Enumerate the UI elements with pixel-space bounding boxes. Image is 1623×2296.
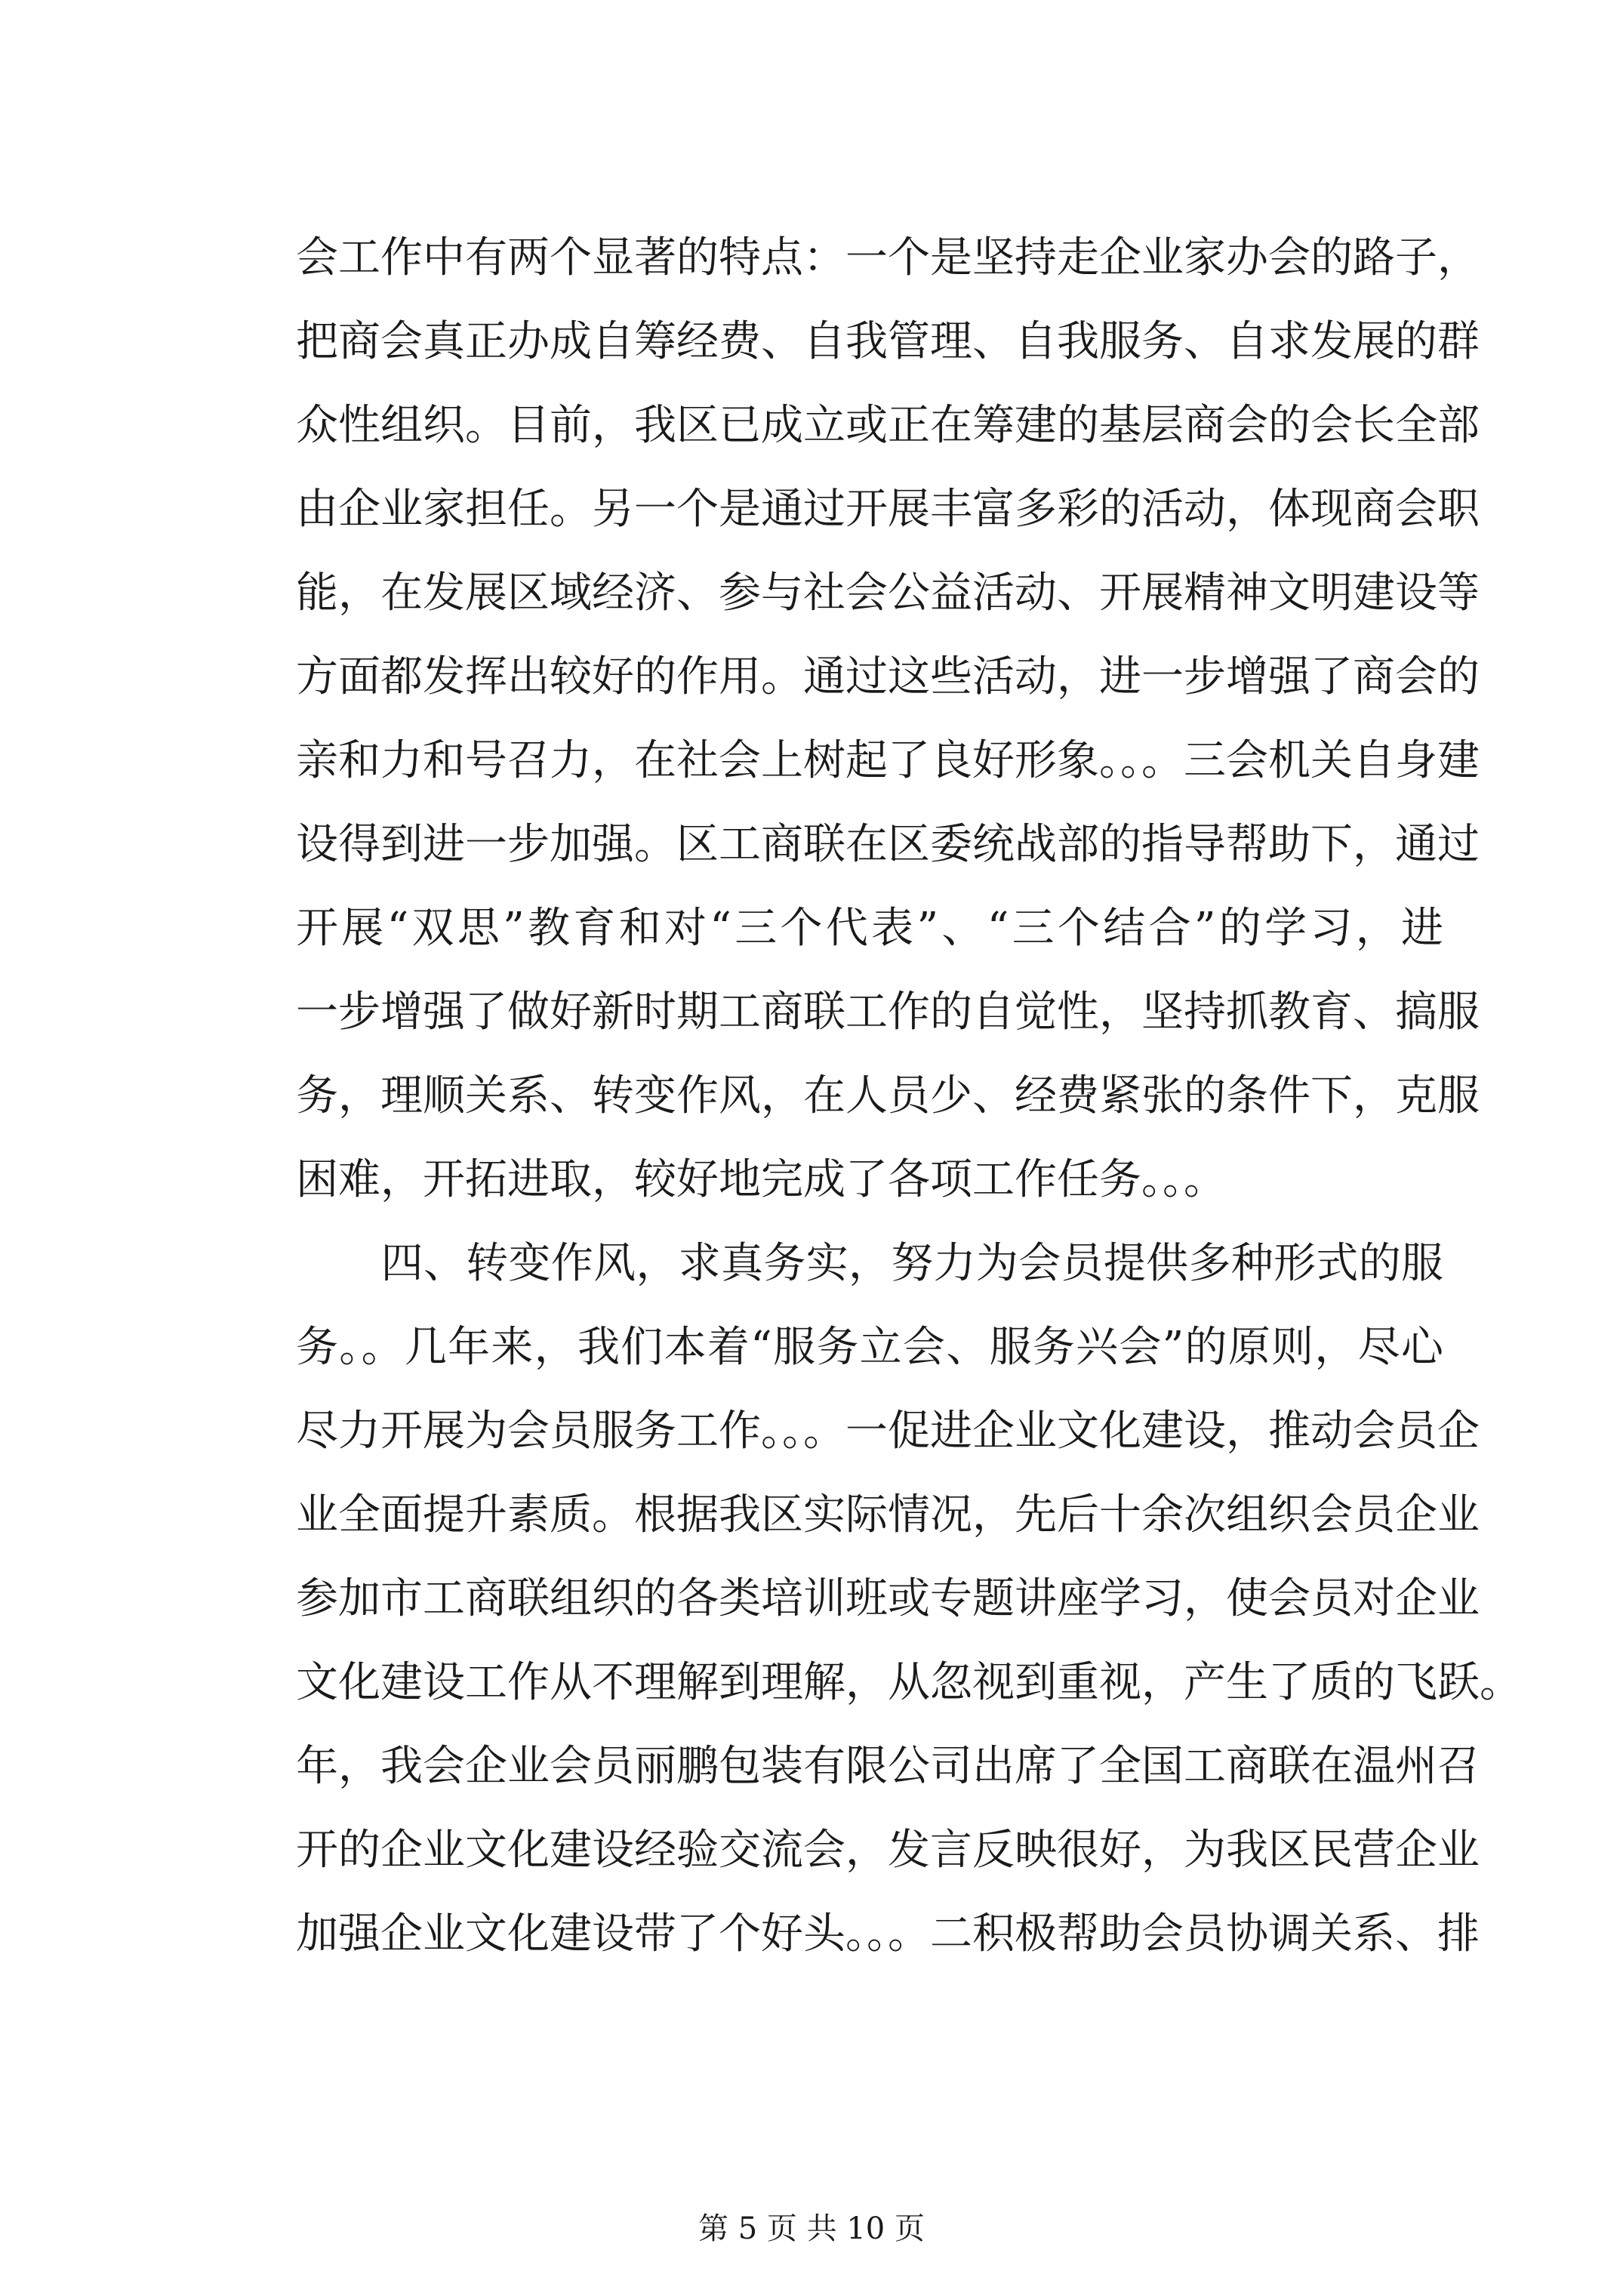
text-line: 众性组织。目前，我区已成立或正在筹建的基层商会的会长全部	[296, 401, 1480, 450]
text-line: 困难，开拓进取，较好地完成了各项工作任务。。。	[296, 1155, 1226, 1204]
text-line: 设得到进一步加强。区工商联在区委统战部的指导帮助下，通过	[296, 820, 1480, 869]
text-line: 文化建设工作从不理解到理解，从忽视到重视，产生了质的飞跃。	[296, 1658, 1522, 1707]
text-line: 四、转变作风，求真务实，努力为会员提供多种形式的服	[296, 1239, 1443, 1288]
text-line: 尽力开展为会员服务工作。。。一促进企业文化建设，推动会员企	[296, 1407, 1480, 1456]
text-line: 会工作中有两个显著的特点：一个是坚持走企业家办会的路子，	[296, 233, 1480, 282]
text-line: 加强企业文化建设带了个好头。。。二积极帮助会员协调关系、排	[296, 1909, 1480, 1959]
text-line: 开的企业文化建设经验交流会，发言反映很好，为我区民营企业	[296, 1826, 1480, 1875]
text-line: 务。。几年来，我们本着“服务立会、服务兴会”的原则，尽心	[296, 1323, 1443, 1372]
text-line: 亲和力和号召力，在社会上树起了良好形象。。。三会机关自身建	[296, 736, 1480, 785]
page-number-footer: 第 5 页 共 10 页	[698, 2211, 925, 2246]
text-line: 一步增强了做好新时期工商联工作的自觉性，坚持抓教育、搞服	[296, 988, 1480, 1037]
text-line: 由企业家担任。另一个是通过开展丰富多彩的活动，体现商会职	[296, 485, 1480, 534]
text-line: 参加市工商联组织的各类培训班或专题讲座学习，使会员对企业	[296, 1574, 1480, 1623]
body-text	[296, 216, 1522, 1976]
text-line: 能，在发展区域经济、参与社会公益活动、开展精神文明建设等	[296, 569, 1480, 618]
text-line: 年，我会企业会员丽鹏包装有限公司出席了全国工商联在温州召	[296, 1742, 1480, 1791]
text-line: 业全面提升素质。根据我区实际情况，先后十余次组织会员企业	[296, 1490, 1480, 1539]
text-line: 开展“双思”教育和对“三个代表”、“三个结合”的学习，进	[296, 904, 1443, 953]
text-line: 把商会真正办成自筹经费、自我管理、自我服务、自求发展的群	[296, 317, 1480, 366]
text-line: 方面都发挥出较好的作用。通过这些活动，进一步增强了商会的	[296, 652, 1480, 701]
text-line: 务，理顺关系、转变作风，在人员少、经费紧张的条件下，克服	[296, 1071, 1480, 1120]
